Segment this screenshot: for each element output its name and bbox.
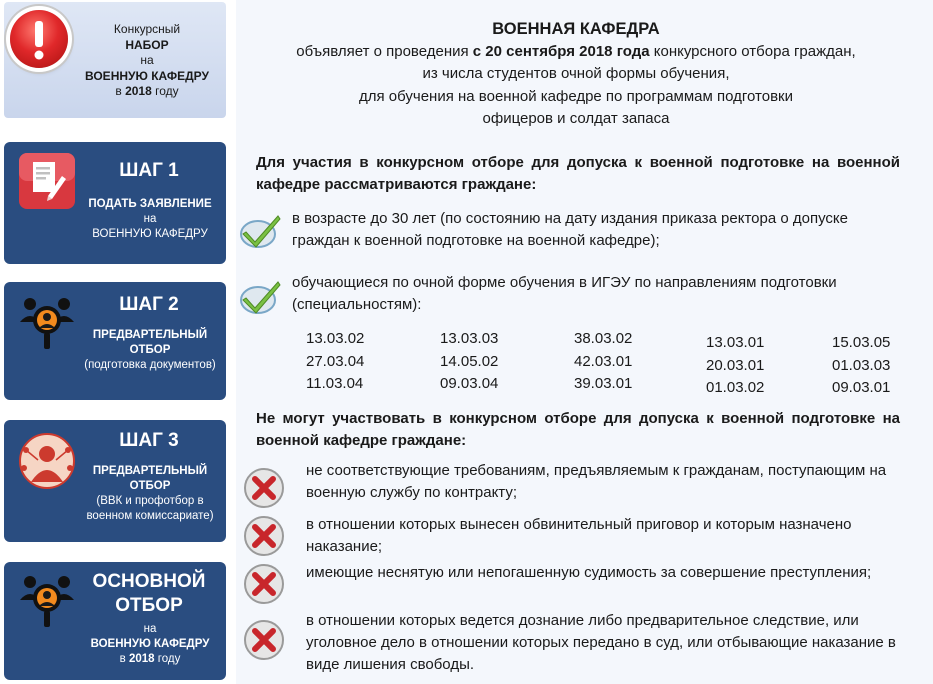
sidebar [0, 0, 236, 684]
intro-box [4, 2, 226, 118]
intro-line2: НАБОР [125, 37, 169, 52]
codes-column: 13.03.02 27.03.04 11.03.04 [306, 330, 365, 392]
step-3-card [4, 420, 226, 542]
step-2-subtitle: ПРЕДВАРТЕЛЬНЫЙ ОТБОР (подготовка документов) [84, 329, 216, 371]
header-line2: из числа студентов очной формы обучения, [422, 65, 730, 82]
step-1-subtitle: ПОДАТЬ ЗАЯВЛЕНИЕ на ВОЕННУЮ КАФЕДРУ [88, 198, 212, 240]
codes-column: 13.03.03 14.05.02 09.03.04 [440, 330, 499, 392]
check-icon [238, 276, 282, 316]
step-2-title: ШАГ 2 [119, 294, 179, 315]
cross-icon [242, 466, 286, 510]
users-search-icon [18, 570, 72, 624]
intro-line5: в 2018 году [115, 84, 179, 98]
step-3-subtitle: ПРЕДВАРТЕЛЬНЫЙ ОТБОР (ВВК и профотбор в военном комиссариате) [86, 465, 214, 522]
cross-icon [242, 618, 286, 662]
person-network-icon [18, 432, 72, 486]
main-selection-card [4, 562, 226, 680]
step-1-card [4, 142, 226, 264]
page-title: ВОЕННАЯ КАФЕДРА [492, 20, 660, 38]
main-content [236, 0, 933, 684]
ineligible-item: в отношении которых вынесен обвинительный приговор и которым назначено наказание; [306, 516, 852, 555]
cross-icon [242, 514, 286, 558]
ineligible-item: имеющие неснятую или непогашенную судимость за совершение преступления; [306, 564, 872, 581]
intro-line1: Конкурсный [113, 22, 181, 36]
header-line4: офицеров и солдат запаса [482, 110, 670, 127]
step-1-title: ШАГ 1 [119, 160, 179, 181]
eligible-title: Для участия в конкурсном отборе для допуска к военной подготовке на военной кафедре рассматриваются граждане: [256, 154, 900, 193]
eligible-item: в возрасте до 30 лет (по состоянию на дату издания приказа ректора о допуске граждан к военной подготовке на военной кафедре); [292, 210, 848, 249]
ineligible-item: не соответствующие требованиям, предъявляемым к гражданам, поступающим на военную службу по контракту; [306, 462, 887, 501]
header [236, 18, 916, 131]
main-selection-title: ОСНОВНОЙ ОТБОР [92, 571, 206, 616]
ineligible-item: в отношении которых ведется дознание либо предварительное следствие, или уголовное дело в отношении которых передано в суд, или отбывающие наказание в виде лишения свободы. [306, 612, 896, 673]
main-selection-subtitle: на ВОЕННУЮ КАФЕДРУ в 2018 году [90, 623, 210, 665]
alert-icon [10, 10, 68, 68]
step-3-title: ШАГ 3 [119, 430, 179, 451]
step-2-card [4, 282, 226, 400]
intro-line3: на [140, 53, 154, 67]
users-search-icon [18, 292, 72, 346]
codes-column: 38.03.02 42.03.01 39.03.01 [574, 330, 633, 392]
codes-column: 15.03.05 01.03.03 09.03.01 [832, 334, 891, 396]
codes-column: 13.03.01 20.03.01 01.03.02 [706, 334, 765, 396]
header-line1: объявляет о проведения с 20 сентября 2018 года конкурсного отбора граждан, [296, 42, 856, 60]
intro-text [74, 22, 220, 100]
check-icon [238, 210, 282, 250]
ineligible-title: Не могут участвовать в конкурсном отборе для допуска к военной подготовке на военной кафедре граждане: [256, 410, 900, 449]
cross-icon [242, 562, 286, 606]
intro-line4: ВОЕННУЮ КАФЕДРУ [84, 68, 209, 83]
eligible-item: обучающиеся по очной форме обучения в ИГЭУ по направлениям подготовки (специальностям): [292, 274, 837, 313]
header-line3: для обучения на военной кафедре по программам подготовки [359, 87, 793, 105]
document-pen-icon [18, 152, 72, 206]
